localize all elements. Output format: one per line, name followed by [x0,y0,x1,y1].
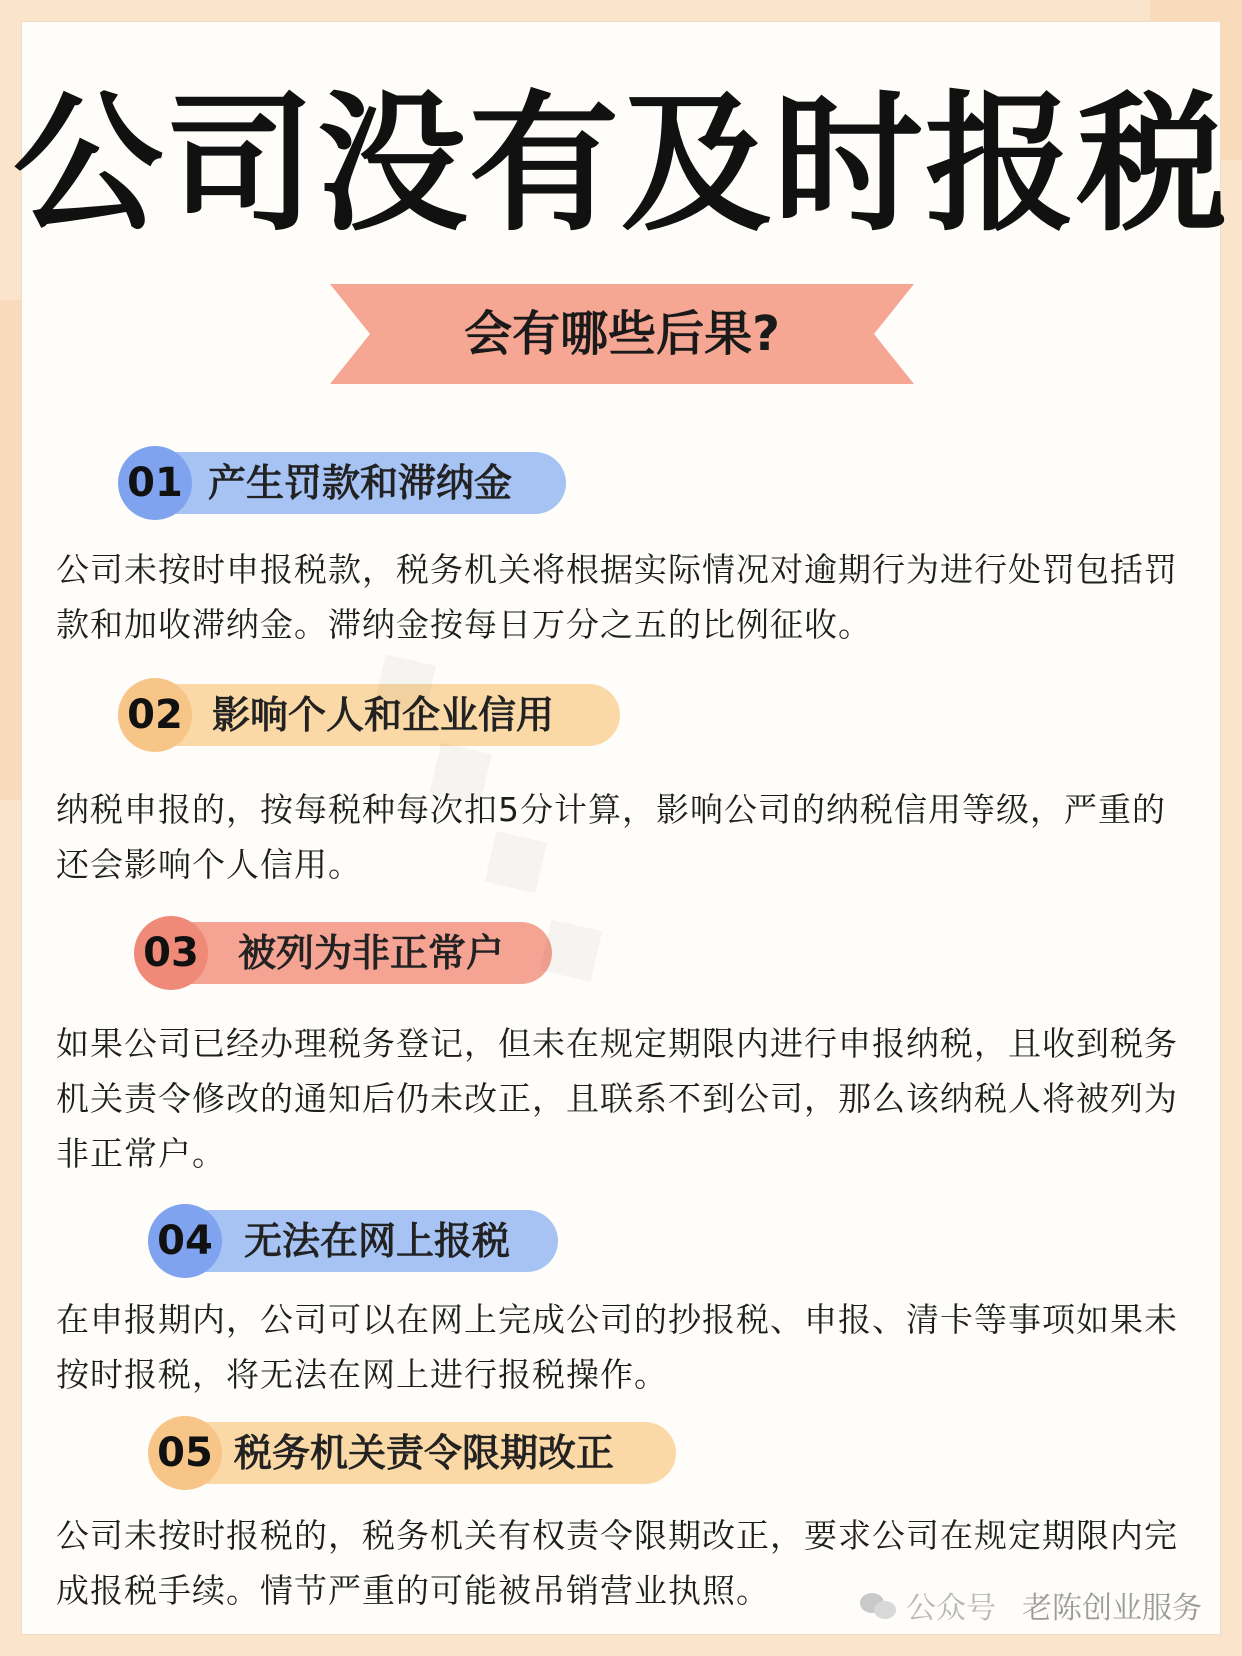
subtitle-ribbon [330,284,914,384]
footer-account-name: 老陈创业服务 [1022,1591,1202,1626]
section-body: 在申报期内，公司可以在网上完成公司的抄报税、申报、清卡等事项如果未按时报税，将无法在网上进行报税操作。 [56,1300,1178,1394]
footer-brand [860,1580,1202,1630]
section-number-badge: 01 [118,446,192,520]
section-number-badge: 03 [134,916,208,990]
section-heading: 产生罚款和滞纳金 [208,461,513,505]
section-heading: 影响个人和企业信用 [212,693,555,737]
wechat-icon [860,1591,896,1619]
section-body: 如果公司已经办理税务登记，但未在规定期限内进行申报纳税，且收到税务机关责令修改的通知后仍未改正，且联系不到公司，那么该纳税人将被列为非正常户。 [56,1024,1178,1173]
section-body: 公司未按时申报税款，税务机关将根据实际情况对逾期行为进行处罚包括罚款和加收滞纳金。滞纳金按每日万分之五的比例征收。 [56,550,1178,644]
section-number-badge: 02 [118,678,192,752]
section-body: 纳税申报的，按每税种每次扣5分计算，影响公司的纳税信用等级，严重的还会影响个人信用。 [56,790,1166,884]
section-heading: 被列为非正常户 [238,931,505,975]
section-heading: 无法在网上报税 [244,1219,511,1263]
section-heading: 税务机关责令限期改正 [234,1431,615,1475]
subtitle: 会有哪些后果? [464,306,780,362]
section-body: 公司未按时报税的，税务机关有权责令限期改正，要求公司在规定期限内完成报税手续。情节严重的可能被吊销营业执照。 [56,1516,1178,1610]
section-number-badge: 04 [148,1204,222,1278]
section-number-badge: 05 [148,1416,222,1490]
page-title: 公司没有及时报税 [12,78,1229,252]
footer-platform: 公众号 [906,1591,996,1626]
